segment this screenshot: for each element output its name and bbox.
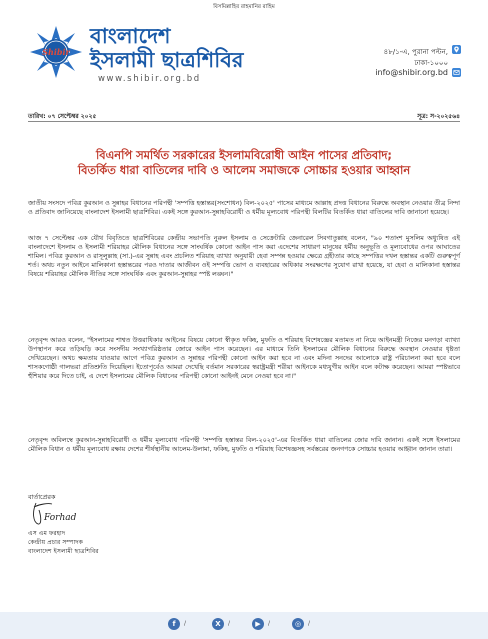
headline	[28, 148, 460, 178]
org-website[interactable]: www.shibir.org.bd	[98, 74, 201, 84]
instagram-link[interactable]	[292, 617, 310, 630]
paragraph-4: নেতৃবৃন্দ অবিলম্বে কুরআন-সুন্নাহবিরোধী ও ধর্মীয় মূল্যবোধ পরিপন্থী 'সম্পত্তি হস্তান্তর বিল-২০২৫'-এর বিতর্কিত ধারা বাতিলের জোর দাবি জানান। একই সঙ্গে ইসলামের মৌলিক বিধান ও ধর্মীয় মূল্যবোধ রক্ষায় দেশের শীর্ষস্থানীয় আলেম-উলামা, ফকিহ, মুফতি ও শরিয়াহ বিশেষজ্ঞসহ সর্বস্তরের জনগণকে সোচ্চার হওয়ার আহ্বান জানান তারা।	[28, 436, 460, 453]
shibir-logo	[28, 24, 84, 80]
headline-line1: বিএনপি সমর্থিত সরকারের ইসলামবিরোধী আইন পাসের প্রতিবাদ;	[96, 148, 392, 162]
facebook-label: /	[184, 620, 187, 627]
signatory-name: এস এম ফরহাদ	[28, 530, 66, 537]
paragraph-3: নেতৃবৃন্দ আরও বলেন, "ইসলামের শাশ্বত উত্তরাধিকার আইনের বিষয়ে কোনো স্বীকৃত ফকিহ, মুফতি ও শরিয়াহ বিশেষজ্ঞের মতামত না নিয়ে আইনমন্ত্রী নিজের মনগড়া ব্যাখ্যা উপস্থাপন করে তড়িঘড়ি করে সংসদীয় সংখ্যাগরিষ্ঠতার জোরে আইন পাস করেছেন। এর মাধ্যমে তিনি ইসলামের মৌলিক বিধানের বিরুদ্ধে অবস্থান নেওয়ার ধৃষ্টতা দেখিয়েছেন। অথচ ক্ষমতায় যাওয়ার আগে পবিত্র কুরআন ও সুন্নাহর পরিপন্থী কোনো আইন করা হবে না এবং মদিনা সনদের আলোকে রাষ্ট্র পরিচালনা করা হবে বলে শাসকগোষ্ঠী গালভরা প্রতিশ্রুতি দিয়েছিল। ইতোপূর্বেও আমরা দেখেছি বর্তমান সরকারের স্বরাষ্ট্রমন্ত্রী শরীয়া আইনকে মধ্যযুগীয় আইন বলে কটাক্ষ করেছেন। আমরা স্পষ্টভাবে হুঁশিয়ার করে দিতে চাই, এ দেশে ইসলামের মৌলিক বিধানের পরিপন্থী কোনো আইনই মেনে নেওয়া হবে না।"	[28, 336, 460, 380]
document-date: তারিখ: ০৭ সেপ্টেম্বর ২০২৫	[28, 113, 97, 120]
handwritten-signature	[30, 500, 76, 528]
signature-text: Forhad	[44, 513, 76, 523]
youtube-label: /	[268, 620, 271, 627]
youtube-icon: ▶	[252, 618, 264, 630]
paragraph-1: জাতীয় সংসদে পবিত্র কুরআন ও সুন্নাহর বিধানের পরিপন্থী 'সম্পত্তি হস্তান্তর(সংশোধন) বিল-২০২৫' পাসের মাধ্যমে আল্লাহ প্রদত্ত বিধানের বিরুদ্ধে অবস্থান নেওয়ার তীব্র নিন্দা ও প্রতিবাদ জানিয়েছে বাংলাদেশ ইসলামী ছাত্রশিবির। একই সঙ্গে কুরআন-সুন্নাহবিরোধী ও ধর্মীয় মূল্যবোধ পরিপন্থী বিলটির বিতর্কিত ধারা বাতিলের দাবি জানানো হয়েছে।	[28, 199, 460, 216]
bismillah-text: বিসমিল্লাহির রাহমানির রাহিম	[213, 4, 275, 10]
location-pin-icon	[452, 45, 461, 54]
instagram-label: /	[308, 620, 311, 627]
youtube-link[interactable]	[252, 617, 270, 630]
facebook-link[interactable]	[168, 617, 186, 630]
facebook-icon: f	[168, 618, 180, 630]
instagram-icon: ◎	[292, 618, 304, 630]
email-address[interactable]: info@shibir.org.bd	[375, 68, 448, 77]
footer-bar	[0, 612, 488, 639]
twitter-label: /	[228, 620, 231, 627]
headline-line2: বিতর্কিত ধারা বাতিলের দাবি ও আলেম সমাজকে সোচ্চার হওয়ার আহ্বান	[77, 163, 411, 177]
address-line1: ৪৮/১-এ, পুরানা পল্টন,	[383, 48, 448, 56]
reference-number: সূত্র: স-২০২৫৬৪	[417, 113, 460, 120]
org-name-line1: বাংলাদেশ	[90, 24, 171, 48]
email-icon	[452, 68, 461, 77]
paragraph-2: আজ ৭ সেপ্টেম্বর এক যৌথ বিবৃতিতে ছাত্রশিবিরের কেন্দ্রীয় সভাপতি নুরুল ইসলাম ও সেক্রেটারি জেনারেল সিবগাতুল্লাহ বলেন, "৯০ শতাংশ মুসলিম অধ্যুষিত এই বাংলাদেশে ইসলাম ও ইসলামী শরিয়াহর মৌলিক বিধানের সঙ্গে সাংঘর্ষিক কোনো আইন পাস করা এদেশের সাধারণ মানুষের ধর্মীয় অনুভূতি ও মূল্যবোধের ওপর আঘাতের শামিল। পবিত্র কুরআন ও রাসূলুল্লাহ (সা.)-এর সুন্নাহ এবং প্রচলিত শরিয়াহ ব্যাখ্যা অনুযায়ী হেবা সম্পন্ন হওয়ার ক্ষেত্রে গ্রহীতার কাছে সম্পত্তির দখল হস্তান্তর একটি গুরুত্বপূর্ণ শর্ত। অথচ নতুন আইনে মালিকানা হস্তান্তরের পরও দাতার আজীবন ওই সম্পত্তি ভোগ ও ব্যবহারের অধিকার সংরক্ষণের সুযোগ রাখা হয়েছে, যা হেবা ও মালিকানা হস্তান্তর বিষয়ে শরিয়াহর মৌলিক নীতির সঙ্গে সাংঘর্ষিক এবং কুরআন-সুন্নাহর স্পষ্ট লঙ্ঘন।"	[28, 234, 460, 278]
twitter-link[interactable]	[212, 617, 230, 630]
logo-text: Shibir	[42, 47, 70, 57]
signatory-title: কেন্দ্রীয় প্রচার সম্পাদক	[28, 539, 83, 546]
address-line2: ঢাকা-১০০০	[414, 59, 448, 67]
org-name-line2: ইসলামী ছাত্রশিবির	[90, 48, 244, 72]
signatory-org: বাংলাদেশ ইসলামী ছাত্রশিবির	[28, 548, 99, 555]
header-divider	[28, 121, 460, 122]
twitter-icon: X	[212, 618, 224, 630]
sender-label: বার্তাপ্রেরক	[28, 493, 56, 501]
